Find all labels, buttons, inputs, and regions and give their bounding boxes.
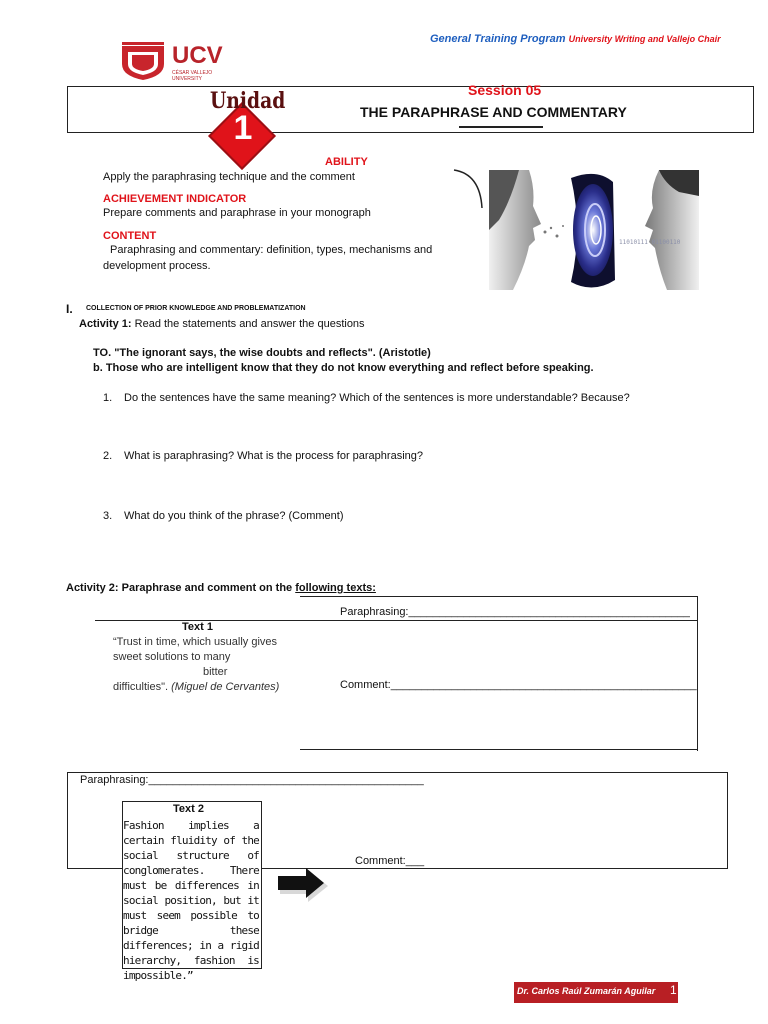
- text2-title: Text 2: [173, 803, 204, 815]
- program-subtitle: University Writing and Vallejo Chair: [568, 34, 721, 44]
- text1-quote: [113, 635, 298, 695]
- unit-word: Unidad: [210, 88, 286, 114]
- text2-quote: Fashion implies a certain fluidity of the social structure of conglomerates. There must be differences in social position, but it must seem possible to bridge these differences; in a rigid hierarchy, fashion is impossible.”: [123, 819, 259, 982]
- program-header: [430, 33, 721, 45]
- ability-text: Apply the paraphrasing technique and the comment: [103, 171, 355, 183]
- logo-tagline: CÉSAR VALLEJO UNIVERSITY: [172, 70, 213, 82]
- question-number: 1.: [103, 392, 113, 404]
- text1-line: [113, 680, 298, 695]
- text1-author: (Miguel de Cervantes): [171, 681, 280, 693]
- activity-1-text: Read the statements and answer the questions: [131, 318, 365, 330]
- text1-line: “Trust in time, which usually gives: [113, 636, 278, 648]
- question-number: 3.: [103, 510, 113, 522]
- ability-label: ABILITY: [325, 156, 368, 168]
- text1-title: Text 1: [182, 621, 213, 633]
- activity-2-label: Activity 2: Paraphrase and comment on the: [66, 582, 296, 594]
- paraphrasing-field-2[interactable]: Paraphrasing:_____________________________________________: [80, 774, 424, 786]
- activity-1: [79, 318, 365, 330]
- text1-line: sweet solutions to many: [113, 651, 231, 663]
- question-text: What is paraphrasing? What is the process for paraphrasing?: [124, 450, 423, 462]
- paraphrasing-field-1[interactable]: Paraphrasing:______________________________________________: [340, 606, 690, 618]
- content-label: CONTENT: [103, 230, 157, 242]
- question-text: Do the sentences have the same meaning? Which of the sentences is more understandable? Because?: [124, 392, 630, 404]
- program-title: General Training Program: [430, 33, 566, 45]
- statement-b: b. Those who are intelligent know that they do not know everything and reflect before speaking.: [93, 362, 594, 374]
- question-text: What do you think of the phrase? (Comment): [124, 510, 344, 522]
- comment-field-2[interactable]: Comment:___: [355, 855, 425, 867]
- section-number: I.: [66, 302, 73, 316]
- activity-1-label: Activity 1:: [79, 318, 132, 330]
- binary-digits: 11010111 01100110: [619, 239, 681, 246]
- comment-field-1[interactable]: Comment:__________________________________________________: [340, 679, 697, 691]
- content-text-2: development process.: [103, 260, 211, 272]
- ucv-logo: [120, 42, 240, 82]
- ucv-shield-icon: [120, 42, 166, 80]
- indicator-label: ACHIEVEMENT INDICATOR: [103, 193, 247, 205]
- statement-a: TO. "The ignorant says, the wise doubts and reflects". (Aristotle): [93, 347, 431, 359]
- activity-2-label-underlined: following texts:: [295, 582, 376, 594]
- text1-line-end: difficulties".: [113, 681, 172, 693]
- text1-line: bitter: [203, 666, 228, 678]
- content-text-1: Paraphrasing and commentary: definition, types, mechanisms and: [110, 244, 433, 256]
- page-number: 1: [670, 983, 677, 997]
- title-underline: [459, 126, 543, 128]
- logo-text: UCV: [172, 42, 223, 69]
- session-title: THE PARAPHRASE AND COMMENTARY: [360, 104, 627, 120]
- indicator-text: Prepare comments and paraphrase in your monograph: [103, 207, 371, 219]
- faces-illustration: [489, 170, 699, 290]
- question-number: 2.: [103, 450, 113, 462]
- unit-number: 1: [233, 109, 253, 147]
- activity-2-heading: [66, 582, 376, 594]
- section-title: COLLECTION OF PRIOR KNOWLEDGE AND PROBLEMATIZATION: [86, 305, 306, 312]
- text1-bottom-rule: [300, 749, 697, 750]
- right-arrow-icon: [278, 866, 330, 906]
- session-label: Session 05: [468, 82, 542, 98]
- footer-author: Dr. Carlos Raúl Zumarán Aguilar: [517, 986, 656, 996]
- curve-decoration: [452, 166, 486, 210]
